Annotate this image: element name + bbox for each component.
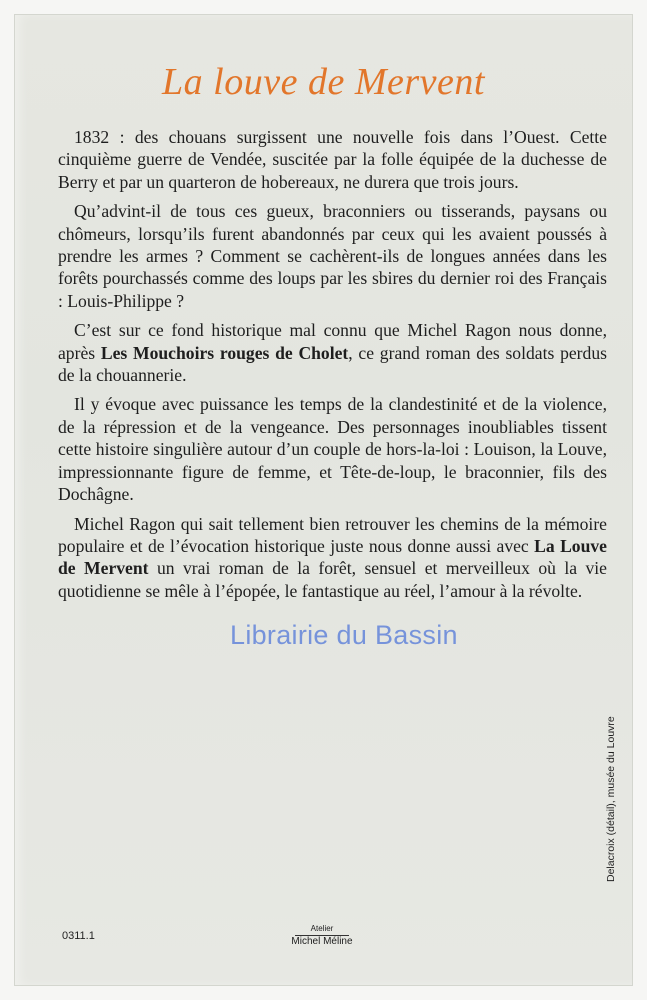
blurb-text: un vrai roman de la forêt, sensuel et merveilleux où la vie quotidienne se mêle à l’épopée, le fantastique au réel, l’amour à la révolte. bbox=[58, 558, 607, 601]
blurb-paragraph bbox=[58, 513, 607, 603]
blurb-text: Michel Ragon qui sait tellement bien retrouver les chemins de la mémoire populaire et de l’évocation historique juste nous donne aussi avec bbox=[58, 513, 607, 556]
bookseller-watermark: Librairie du Bassin bbox=[230, 620, 458, 650]
blurb bbox=[58, 126, 607, 609]
blurb-text: C’est sur ce fond historique mal connu que Michel Ragon nous donne, après bbox=[58, 320, 607, 363]
image-credit: Delacroix (détail), musée du Louvre bbox=[605, 716, 617, 882]
blurb-text: Qu’advint-il de tous ces gueux, braconniers ou tisserands, paysans ou chômeurs, lorsqu’ils furent abandonnés par ceux qui les avaient poussés à prendre les armes ? Comment se cachèrent-ils de longues années dans les forêts pourchassés comme des loups par les sbires du dernier roi des Français : Louis-Philippe ? bbox=[58, 201, 607, 311]
blurb-text: 1832 : des chouans surgissent une nouvelle fois dans l’Ouest. Cette cinquième guerre de Vendée, suscitée par la folle équipée de la duchesse de Berry et par un quarteron de hobereaux, ne durera que trois jours. bbox=[58, 127, 607, 192]
book-title: La louve de Mervent bbox=[162, 61, 485, 103]
blurb-paragraph bbox=[58, 319, 607, 386]
blurb-paragraph bbox=[58, 393, 607, 505]
publisher-logo bbox=[285, 924, 359, 947]
blurb-book-reference: Les Mouchoirs rouges de Cholet bbox=[100, 342, 349, 363]
blurb-book-reference: La Louve de Mervent bbox=[58, 535, 607, 579]
blurb-text: , ce grand roman des soldats perdus de la chouannerie. bbox=[58, 342, 607, 386]
blurb-paragraph bbox=[58, 126, 607, 193]
catalog-code: 0311.1 bbox=[62, 930, 95, 942]
blurb-paragraph bbox=[58, 200, 607, 312]
publisher-name: Michel Méline bbox=[291, 936, 353, 947]
publisher-atelier: Atelier bbox=[310, 924, 334, 933]
blurb-text: Il y évoque avec puissance les temps de la clandestinité et de la violence, de la répression et de la vengeance. Des personnages inoubliables tissent cette histoire singulière autour d’un couple de hors-la-loi : Louison, la Louve, impressionnante figure de femme, et Tête-de-loup, le braconnier, fils des Dochâgne. bbox=[58, 394, 607, 505]
